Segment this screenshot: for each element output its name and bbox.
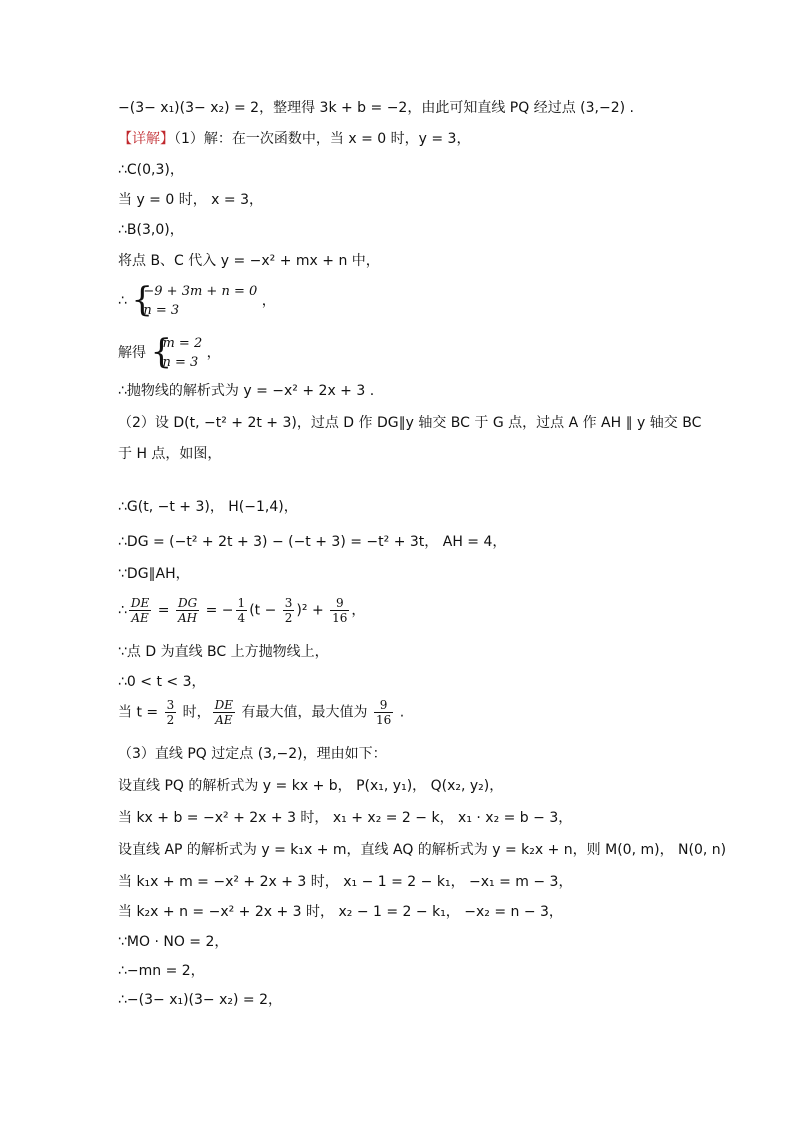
text-line-5: ∴B(3,0)， (118, 222, 184, 238)
text-line-23: 当 k₁x + m = −x² + 2x + 3 时， x₁ − 1 = 2 − k₁， −x₁ = m − 3， (118, 874, 573, 890)
fraction-de-ae (213, 698, 235, 727)
text-line-22: 设直线 AP 的解析式为 y = k₁x + m，直线 AQ 的解析式为 y = k₂x + n，则 M(0, m)， N(0, n) (118, 842, 727, 858)
detail-tag: 【详解】 (118, 131, 174, 147)
text-line-19: （3）直线 PQ 过定点 (3,−2)，理由如下： (118, 746, 387, 762)
text-line-16: ∵点 D 为直线 BC 上方抛物线上， (118, 644, 329, 660)
text-line-11: 于 H 点，如图， (118, 446, 222, 462)
text-line-15-suffix: ， (351, 602, 366, 619)
paren-open: (t − (249, 602, 281, 619)
text-line-25: ∵MO · NO = 2， (118, 934, 229, 950)
fraction-denominator: AH (177, 611, 198, 625)
system-2-eq-a: m = 2 (162, 336, 203, 351)
system-2-eq-b: n = 3 (162, 355, 199, 370)
text-line-20: 设直线 PQ 的解析式为 y = kx + b， P(x₁, y₁)， Q(x₂, y₂)， (118, 778, 504, 794)
fraction-numerator: DG (177, 596, 198, 610)
text-line-13: ∴DG = (−t² + 2t + 3) − (−t + 3) = −t² + 3t， AH = 4， (118, 534, 507, 550)
text-line-24: 当 k₂x + n = −x² + 2x + 3 时， x₂ − 1 = 2 − k₁， −x₂ = n − 3， (118, 904, 563, 920)
text-line-26: ∴−mn = 2， (118, 963, 205, 979)
fraction-nine-sixteenths (374, 698, 393, 727)
fraction-three-halves (283, 596, 295, 625)
fraction-one-quarter (236, 596, 248, 625)
fraction-numerator: 9 (374, 698, 393, 713)
text-line-8-suffix: ， (206, 345, 221, 361)
fraction-denominator: 4 (237, 611, 246, 625)
text-line-12: ∴G(t, −t + 3)， H(−1,4)， (118, 499, 298, 515)
equation-system-1 (131, 282, 257, 320)
therefore-symbol: ∴ (118, 602, 127, 619)
text-line-17: ∴0 < t < 3， (118, 674, 206, 690)
fraction-numerator: 1 (237, 596, 246, 610)
text-line-2-body: （1）解：在一次函数中，当 x = 0 时，y = 3， (174, 131, 471, 147)
text-line-18-suffix: . (395, 704, 405, 721)
text-line-8 (118, 334, 221, 372)
fraction-denominator: 16 (375, 713, 392, 727)
fraction-numerator: DE (214, 698, 234, 712)
paren-close: )² + (296, 602, 329, 619)
fraction-dg-ah (176, 596, 199, 625)
therefore-symbol: ∴ (118, 293, 127, 309)
when-t-equals: 当 t = (118, 704, 163, 721)
text-line-27: ∴−(3− x₁)(3− x₂) = 2， (118, 992, 282, 1008)
text-line-3: ∴C(0,3)， (118, 162, 184, 178)
equals-sign: = (153, 602, 174, 619)
fraction-denominator: 16 (332, 611, 348, 625)
text-line-21: 当 kx + b = −x² + 2x + 3 时， x₁ + x₂ = 2 − k， x₁ · x₂ = b − 3， (118, 810, 573, 826)
fraction-denominator: 2 (284, 611, 293, 625)
text-line-7 (118, 282, 276, 320)
fraction-numerator: DE (130, 596, 150, 610)
minus-sign: = − (201, 602, 234, 619)
fraction-denominator: AE (131, 611, 149, 625)
text-line-2 (118, 129, 470, 149)
text-line-4: 当 y = 0 时， x = 3， (118, 192, 263, 208)
fraction-numerator: 3 (284, 596, 293, 610)
text-line-14: ∵DG∥AH， (118, 566, 190, 582)
brace-icon: { (150, 332, 173, 372)
system-1-eq-a: −9 + 3m + n = 0 (143, 284, 258, 299)
system-1-eq-b: n = 3 (143, 303, 180, 318)
fraction-denominator: 2 (166, 713, 175, 727)
text-when: 时， (178, 704, 211, 721)
solve-label: 解得 (118, 345, 146, 361)
text-line-18 (118, 698, 404, 727)
text-line-10: （2）设 D(t, −t² + 2t + 3)，过点 D 作 DG∥y 轴交 BC 于 G 点，过点 A 作 AH ∥ y 轴交 BC (118, 415, 702, 431)
fraction-denominator: AE (215, 713, 233, 727)
text-max-value: 有最大值，最大值为 (237, 704, 372, 721)
equation-system-2 (150, 334, 202, 372)
text-line-9: ∴抛物线的解析式为 y = −x² + 2x + 3 . (118, 383, 375, 399)
fraction-three-halves (165, 698, 177, 727)
text-line-1: −(3− x₁)(3− x₂) = 2，整理得 3k + b = −2，由此可知直线 PQ 经过点 (3,−2) . (118, 100, 634, 116)
fraction-numerator: 9 (330, 596, 349, 611)
text-line-6: 将点 B、C 代入 y = −x² + mx + n 中， (118, 253, 380, 269)
fraction-de-ae (129, 596, 151, 625)
text-line-7-suffix: ， (261, 293, 276, 309)
fraction-numerator: 3 (166, 698, 175, 712)
fraction-nine-sixteenths (330, 596, 349, 625)
text-line-15 (118, 596, 365, 625)
brace-icon: { (131, 280, 154, 320)
